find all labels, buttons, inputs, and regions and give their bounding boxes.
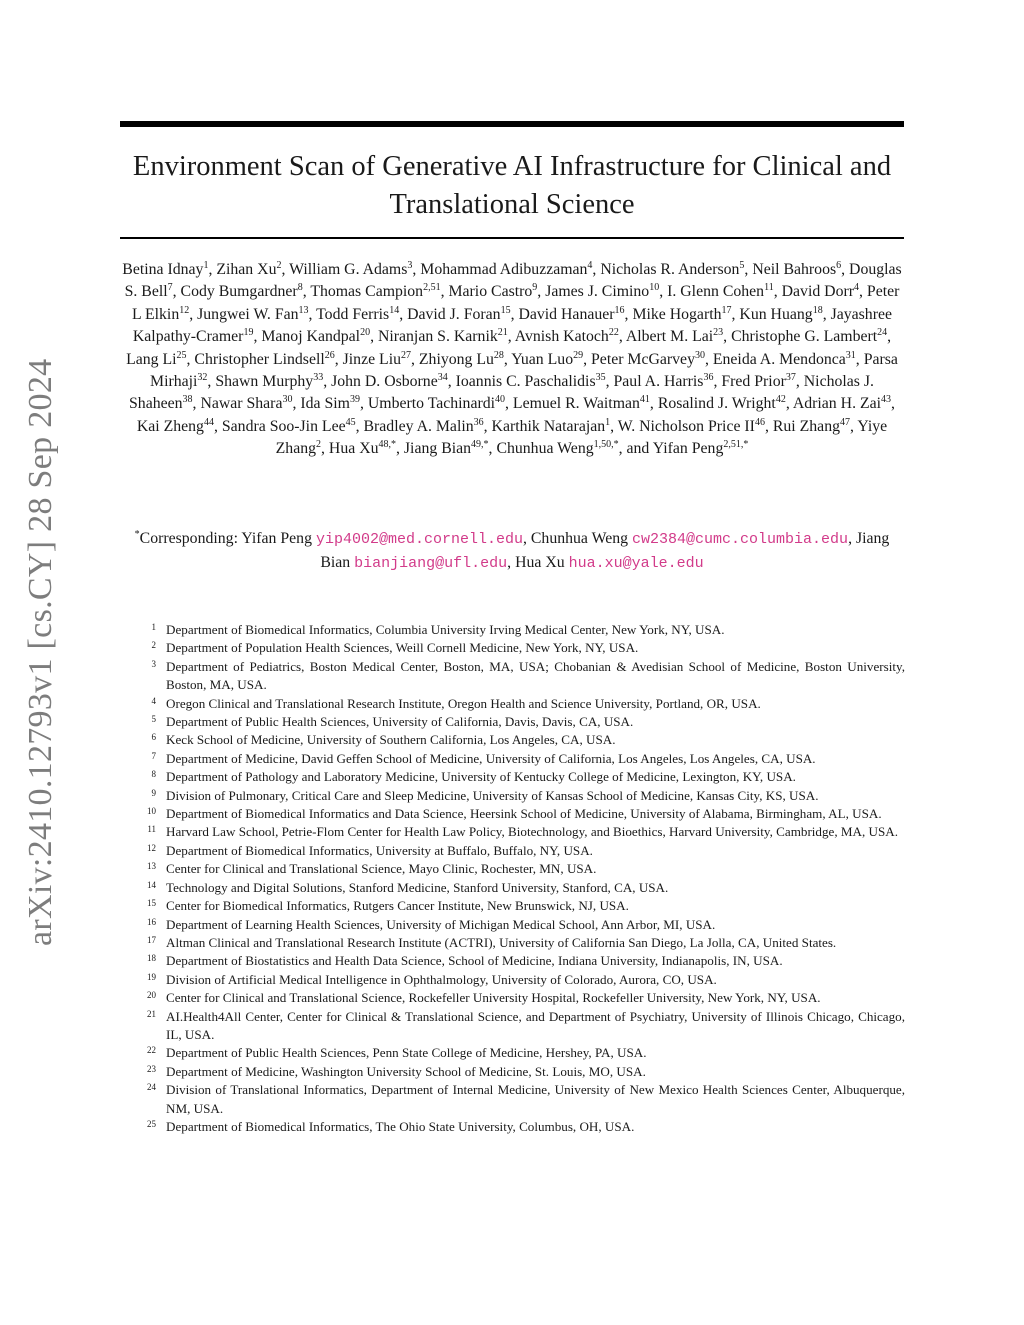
author-name: Mohammad Adibuzzaman [420, 261, 588, 278]
author-name: Hua Xu [328, 440, 379, 458]
corresponding-email[interactable]: bianjiang@ufl.edu [354, 555, 508, 572]
affiliation-list [140, 621, 905, 1136]
author-affiliation-marker: 47 [840, 416, 850, 428]
author-name: Todd Ferris [316, 305, 390, 323]
author-name: Umberto Tachinardi [367, 395, 496, 413]
author-affiliation-marker: 32 [197, 372, 208, 384]
author-affiliation-marker: 13 [298, 304, 309, 316]
author-name: Eneida A. Mendonca [712, 350, 846, 368]
author-affiliation-marker: 48,* [378, 439, 396, 451]
author-affiliation-marker: 3 [407, 260, 413, 271]
author-name: Yiye Zhang [275, 417, 888, 458]
corresponding-marker: * [134, 529, 140, 540]
title-bottom-rule [120, 237, 904, 239]
affiliation-item [140, 1081, 905, 1118]
affiliation-text: Division of Pulmonary, Critical Care and Sleep Medicine, University of Kansas School of Medicine, Kansas City, KS, USA. [166, 787, 819, 803]
author-affiliation-marker: 41 [639, 394, 650, 406]
author-name: Adrian H. Zai [792, 395, 882, 413]
affiliation-text: Technology and Digital Solutions, Stanford Medicine, Stanford University, Stanford, CA, USA. [166, 879, 669, 895]
author-affiliation-marker: 39 [349, 394, 360, 406]
affiliation-number: 5 [151, 714, 156, 725]
author-name: John D. Osborne [331, 373, 438, 391]
affiliation-number: 12 [147, 842, 156, 853]
author-name: Kun Huang [739, 305, 813, 323]
author-affiliation-marker: 2,51 [423, 282, 441, 294]
author-affiliation-marker: 27 [400, 349, 411, 361]
paper-title: Environment Scan of Generative AI Infrastructure for Clinical and Translational Science [132, 151, 892, 220]
author-affiliation-marker: 10 [649, 282, 660, 294]
affiliation-number: 23 [147, 1063, 156, 1074]
affiliation-text: Department of Biomedical Informatics, University at Buffalo, Buffalo, NY, USA. [166, 842, 593, 858]
author-affiliation-marker: 46 [754, 416, 765, 428]
author-name: Ida Sim [300, 395, 350, 413]
author-affiliation-marker: 7 [167, 282, 173, 294]
affiliation-text: Division of Translational Informatics, Department of Internal Medicine, University of New Mexico Health Sciences Center, Albuquerque, NM, USA. [166, 1082, 905, 1116]
author-affiliation-marker: 4 [854, 282, 860, 294]
author-name: Douglas S. Bell [124, 261, 902, 301]
author-affiliation-marker: 5 [739, 260, 745, 271]
author-name: Jiang Bian [403, 440, 472, 458]
author-name: W. Nicholson Price II [617, 417, 755, 435]
author-name: Yifan Peng [652, 440, 724, 458]
author-affiliation-marker: 35 [595, 372, 606, 384]
author-affiliation-marker: 30 [694, 349, 705, 361]
author-affiliation-marker: 20 [360, 327, 371, 339]
affiliation-number: 1 [151, 622, 156, 632]
author-name: Lang Li [126, 350, 177, 368]
author-name: Nawar Shara [200, 395, 283, 413]
author-name: Peter McGarvey [591, 350, 695, 368]
affiliation-text: Center for Clinical and Translational Science, Mayo Clinic, Rochester, MN, USA. [166, 861, 597, 877]
author-affiliation-marker: 21 [497, 327, 508, 339]
author-name: Avnish Katoch [514, 328, 609, 346]
affiliation-text: Department of Pediatrics, Boston Medical Center, Boston, MA, USA; Chobanian & Avedisian School of Medicine, Boston University, Boston, MA, USA. [166, 658, 905, 693]
author-name: Zihan Xu [216, 261, 277, 278]
title-top-rule [120, 121, 904, 127]
author-affiliation-marker: 22 [608, 327, 619, 339]
affiliation-item [140, 971, 905, 989]
affiliation-item [140, 768, 905, 786]
author-name: Mario Castro [448, 283, 533, 301]
author-name: Nicholas R. Anderson [600, 261, 740, 278]
author-affiliation-marker: 31 [845, 349, 856, 361]
author-name: Paul A. Harris [613, 373, 704, 391]
affiliation-number: 15 [147, 898, 156, 909]
author-name: Jungwei W. Fan [197, 305, 299, 323]
affiliation-text: Department of Biomedical Informatics and Data Science, Heersink School of Medicine, University of Alabama, Birmingham, AL, USA. [166, 806, 882, 822]
corresponding-label: Corresponding: [139, 530, 238, 547]
author-affiliation-marker: 11 [764, 282, 774, 294]
author-name: Betina Idnay [122, 261, 204, 278]
author-affiliation-marker: 43 [881, 394, 892, 406]
affiliation-text: Department of Medicine, David Geffen School of Medicine, University of California, Los Angeles, Los Angeles, CA, USA. [166, 750, 816, 766]
author-name: Albert M. Lai [625, 328, 714, 346]
affiliation-number: 25 [147, 1118, 156, 1129]
author-name: James J. Cimino [545, 283, 650, 301]
corresponding-name: Yifan Peng [241, 530, 312, 547]
author-affiliation-marker: 49,* [471, 439, 489, 451]
affiliation-item [140, 879, 905, 897]
author-affiliation-marker: 2 [276, 260, 282, 271]
author-name: Jinze Liu [342, 350, 401, 368]
affiliation-item [140, 823, 905, 841]
affiliation-item [140, 1118, 905, 1136]
affiliation-number: 21 [147, 1008, 156, 1019]
corresponding-email[interactable]: yip4002@med.cornell.edu [315, 531, 523, 548]
author-name: Rosalind J. Wright [657, 395, 776, 413]
affiliation-text: Oregon Clinical and Translational Research Institute, Oregon Health and Science University, Portland, OR, USA. [166, 695, 761, 711]
affiliation-item [140, 1044, 905, 1062]
affiliation-text: Center for Clinical and Translational Science, Rockefeller University Hospital, Rockefeller University, New York, NY, USA. [166, 990, 821, 1006]
author-name: Mike Hogarth [632, 305, 722, 323]
author-affiliation-marker: 37 [785, 372, 796, 384]
author-affiliation-marker: 9 [532, 282, 538, 294]
affiliation-item [140, 731, 905, 749]
affiliation-item [140, 1008, 905, 1045]
affiliation-number: 18 [147, 953, 156, 964]
author-name: Yuan Luo [511, 350, 574, 368]
affiliation-number: 10 [147, 806, 156, 817]
affiliation-number: 11 [147, 824, 156, 835]
author-affiliation-marker: 40 [495, 394, 506, 406]
affiliation-text: Department of Public Health Sciences, Penn State College of Medicine, Hershey, PA, USA. [166, 1045, 647, 1061]
author-name: Kai Zheng [136, 417, 204, 435]
author-affiliation-marker: 18 [812, 304, 823, 316]
author-affiliation-marker: 1 [605, 416, 611, 428]
author-affiliation-marker: 36 [703, 372, 714, 384]
author-affiliation-marker: 17 [721, 304, 732, 316]
arxiv-identifier: arXiv:2410.12793v1 [cs.CY] 28 Sep 2024 [22, 358, 59, 946]
affiliation-text: Harvard Law School, Petrie-Flom Center for Health Law Policy, Biotechnology, and Bioethics, Harvard University, Cambridge, MA, USA. [166, 824, 899, 840]
author-name: David Hanauer [518, 305, 615, 323]
affiliation-item [140, 952, 905, 970]
affiliation-text: Department of Population Health Sciences, Weill Cornell Medicine, New York, NY, USA. [166, 640, 639, 656]
author-affiliation-marker: 38 [182, 394, 193, 406]
author-affiliation-marker: 42 [775, 394, 786, 406]
affiliation-number: 4 [151, 695, 156, 706]
affiliation-number: 20 [147, 990, 156, 1001]
author-affiliation-marker: 6 [836, 260, 842, 271]
affiliation-item [140, 750, 905, 768]
affiliation-text: Department of Biostatistics and Health Data Science, School of Medicine, Indiana University, Indianapolis, IN, USA. [166, 953, 783, 969]
author-affiliation-marker: 24 [877, 327, 888, 339]
author-name: Niranjan S. Karnik [377, 328, 498, 346]
affiliation-item [140, 989, 905, 1007]
author-name: Christopher Lindsell [194, 350, 325, 368]
affiliation-number: 8 [151, 769, 156, 780]
author-name: Bradley A. Malin [363, 417, 474, 435]
affiliation-text: Department of Learning Health Sciences, University of Michigan Medical School, Ann Arbor, MI, USA. [166, 916, 716, 932]
author-name: Sandra Soo-Jin Lee [221, 417, 346, 435]
affiliation-item [140, 639, 905, 657]
author-name: Lemuel R. Waitman [512, 395, 640, 413]
author-list: Betina Idnay$^1$, Zihan Xu$^2$, William G. Adams$^3$, Mohammad Adibuzzaman$^4$, Nicholas R. Anderson$^5$, Neil Bahroos$^6$, Douglas S. Bell$^7$, Cody Bumgardner$^8$, Thomas Campion$^{2,51}$, Mario Castro$^9$, James J. Cimino$^{10}$, I. Glenn Cohen$^{11}$, David Dorr$^4$, Peter L Elkin$^{12}$, Jungwei W. Fan$^{13}$, Todd Ferris$^{14}$, David J. Foran$^{15}$, David Hanauer$^{16}$, Mike Hogarth$^{17}$, Kun Huang$^{18}$, Jayashree Kalpathy-Cramer$^{19}$, Manoj Kandpal$^{20}$, Niranjan S. Karnik$^{21}$, Avnish Katoch$^{22}$, Albert M. Lai$^{23}$, Christophe G. Lambert$^{24}$, Lang Li$^{25}$, Christopher Lindsell$^{26}$, Jinze Liu$^{27}$, Zhiyong Lu$^{28}$, Yuan Luo$^{29}$, Peter McGarvey$^{30}$, Eneida A. Mendonca$^{31}$, Parsa Mirhaji$^{32}$, Shawn Murphy$^{33}$, John D. Osborne$^{34}$, Ioannis C. Paschalidis$^{35}$, Paul A. Harris$^{36}$, Fred Prior$^{37}$, Nicholas J. Shaheen$^{38}$, Nawar Shara$^{30}$, Ida Sim$^{39}$, Umberto Tachinardi$^{40}$, Lemuel R. Waitman$^{41}$, Rosalind J. Wright$^{42}$, Adrian H. Zai$^{43}$, Kai Zheng$^{44}$, Sandra Soo-Jin Lee$^{45}$, Bradley A. Malin$^{36}$, Karthik Natarajan$^1$, W. Nicholson Price II$^{46}$, Rui Zhang$^{47}$, Yiye Zhang$^2$, Hua $Xu^{48,*}$, Jiang Bian$^{49,*}$, Chunhua Weng$^{1,50,*}$, and Yifan Peng$^{2,51,*}$ [122, 260, 902, 458]
author-affiliation-marker: 15 [500, 304, 511, 316]
affiliation-text: Division of Artificial Medical Intelligence in Ophthalmology, University of Colorado, Aurora, CO, USA. [166, 971, 717, 987]
author-name: I. Glenn Cohen [667, 283, 765, 301]
affiliation-number: 13 [147, 861, 156, 872]
author-affiliation-marker: 2,51,* [723, 439, 749, 451]
author-name: Karthik Natarajan [491, 417, 606, 435]
affiliation-item [140, 897, 905, 915]
author-affiliation-marker: 16 [614, 304, 625, 316]
affiliation-text: Center for Biomedical Informatics, Rutgers Cancer Institute, New Brunswick, NJ, USA. [166, 898, 629, 914]
affiliation-number: 19 [147, 971, 156, 982]
author-affiliation-marker: 2 [316, 439, 322, 451]
corresponding-name: Chunhua Weng [530, 530, 629, 547]
author-affiliation-marker: 29 [573, 349, 584, 361]
affiliation-item [140, 860, 905, 878]
author-name: Manoj Kandpal [261, 328, 361, 346]
affiliation-text: Department of Biomedical Informatics, Columbia University Irving Medical Center, New York, NY, USA. [166, 622, 725, 637]
author-name: Zhiyong Lu [418, 350, 494, 368]
author-name: Peter L Elkin [131, 283, 900, 323]
author-name: Fred Prior [721, 373, 786, 391]
author-affiliation-marker: 4 [587, 260, 593, 271]
affiliation-item [140, 842, 905, 860]
author-affiliation-marker: 8 [297, 282, 303, 294]
author-affiliation-marker: 23 [713, 327, 724, 339]
author-affiliation-marker: 30 [282, 394, 293, 406]
author-name: Nicholas J. Shaheen [129, 373, 874, 413]
author-name: David J. Foran [407, 305, 501, 323]
author-name: Rui Zhang [772, 417, 840, 435]
affiliation-text: Department of Medicine, Washington University School of Medicine, St. Louis, MO, USA. [166, 1063, 646, 1079]
affiliation-number: 6 [151, 732, 156, 743]
affiliation-text: Altman Clinical and Translational Research Institute (ACTRI), University of California San Diego, La Jolla, CA, United States. [166, 934, 837, 950]
affiliation-item [140, 787, 905, 805]
affiliation-text: Department of Public Health Sciences, University of California, Davis, Davis, CA, USA. [166, 714, 634, 730]
corresponding-name: Jiang Bian [320, 530, 890, 571]
author-name: Chunhua Weng [496, 440, 594, 458]
corresponding-email[interactable]: hua.xu@yale.edu [568, 555, 704, 572]
author-affiliation-marker: 34 [437, 372, 448, 384]
affiliation-number: 22 [147, 1045, 156, 1056]
affiliation-item [140, 658, 905, 695]
affiliation-text: Department of Biomedical Informatics, The Ohio State University, Columbus, OH, USA. [166, 1118, 635, 1134]
affiliation-number: 17 [147, 934, 156, 945]
author-affiliation-marker: 33 [313, 372, 324, 384]
author-name: David Dorr [781, 283, 855, 301]
affiliation-number: 24 [147, 1082, 156, 1093]
affiliation-number: 2 [151, 640, 156, 651]
author-affiliation-marker: 25 [176, 349, 187, 361]
affiliation-text: Keck School of Medicine, University of Southern California, Los Angeles, CA, USA. [166, 732, 616, 748]
affiliation-number: 16 [147, 916, 156, 927]
affiliation-number: 3 [151, 658, 156, 669]
affiliation-number: 7 [151, 750, 156, 761]
author-affiliation-marker: 19 [243, 327, 254, 339]
author-affiliation-marker: 12 [179, 304, 190, 316]
author-name: Jayashree Kalpathy-Cramer [132, 305, 892, 346]
author-name: Cody Bumgardner [180, 283, 298, 301]
affiliation-item [140, 621, 905, 639]
affiliation-item [140, 916, 905, 934]
corresponding-name: Hua Xu [515, 554, 565, 571]
author-affiliation-marker: 26 [324, 349, 335, 361]
affiliation-item [140, 713, 905, 731]
affiliation-number: 14 [147, 879, 156, 890]
author-name: Christophe G. Lambert [731, 328, 878, 346]
author-affiliation-marker: 44 [203, 416, 214, 428]
affiliation-item [140, 695, 905, 713]
affiliation-text: Department of Pathology and Laboratory Medicine, University of Kentucky College of Medicine, Lexington, KY, USA. [166, 769, 796, 785]
author-name: Shawn Murphy [215, 373, 314, 391]
corresponding-authors: *Corresponding: Yifan Peng yip4002@med.cornell.edu, Chunhua Weng cw2384@cumc.columbia.edu, Jiang Bian bianjiang@ufl.edu, Hua Xu hua.xu@yale.edu [134, 529, 890, 572]
affiliation-number: 9 [151, 787, 156, 798]
affiliation-item [140, 805, 905, 823]
affiliation-item [140, 1063, 905, 1081]
author-affiliation-marker: 36 [473, 416, 484, 428]
corresponding-email[interactable]: cw2384@cumc.columbia.edu [632, 531, 849, 548]
author-affiliation-marker: 28 [493, 349, 504, 361]
author-name: Neil Bahroos [752, 261, 837, 278]
author-name: William G. Adams [289, 261, 408, 278]
author-name: Thomas Campion [310, 283, 424, 301]
affiliation-item [140, 934, 905, 952]
author-name: Ioannis C. Paschalidis [455, 373, 596, 391]
author-affiliation-marker: 14 [389, 304, 400, 316]
author-affiliation-marker: 1,50,* [593, 439, 619, 451]
author-affiliation-marker: 45 [345, 416, 356, 428]
author-affiliation-marker: 1 [203, 260, 209, 271]
author-name: Parsa Mirhaji [150, 350, 898, 391]
affiliation-text: AI.Health4All Center, Center for Clinical & Translational Science, and Department of Psychiatry, University of Illinois Chicago, Chicago, IL, USA. [166, 1008, 905, 1042]
